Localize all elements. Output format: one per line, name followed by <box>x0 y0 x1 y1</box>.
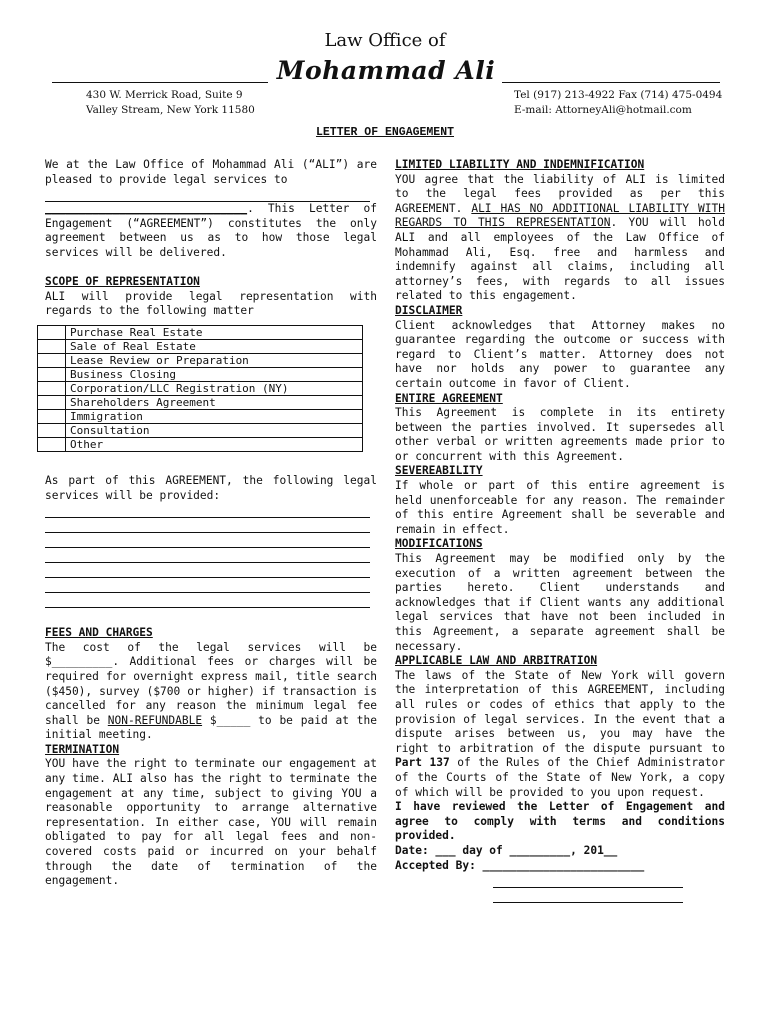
matter-label: Other <box>66 437 363 451</box>
matter-row <box>38 325 363 339</box>
matter-row <box>38 367 363 381</box>
document-title: LETTER OF ENGAGEMENT <box>315 126 455 139</box>
law-text-2: of the Rules of the Chief Administrator of the Courts of the State of New York, a copy of which will be provided to you upon request. <box>395 756 726 799</box>
intro-text-1: We at the Law Office of Mohammad Ali (“ALI”) are pleased to provide legal services to <box>45 158 377 186</box>
client-name-blank <box>45 187 370 202</box>
scope-heading: SCOPE OF REPRESENTATION <box>45 275 200 289</box>
address-line-1: 430 W. Merrick Road, Suite 9 <box>86 89 243 101</box>
liability-heading: LIMITED LIABILITY AND INDEMNIFICATION <box>395 158 645 171</box>
liability-text-2: . YOU will hold ALI and all employees of the Law Office of Mohammad Ali, Esq. free and harmless and indemnify against all claims, including all attorney’s fees, with regards to all issues related to this engagement. <box>395 216 725 303</box>
letterhead-title: Law Office of <box>324 30 446 51</box>
intro-blank-line: ______________________________ <box>45 202 248 216</box>
entire-agreement-heading: ENTIRE AGREEMENT <box>395 391 503 405</box>
matter-checkbox[interactable] <box>38 423 66 437</box>
disclaimer-heading: DISCLAIMER <box>395 303 463 317</box>
matter-label: Sale of Real Estate <box>66 339 363 353</box>
non-refundable-text: NON-REFUNDABLE <box>107 713 203 727</box>
matter-checkbox[interactable] <box>38 395 66 409</box>
services-blank-line[interactable] <box>45 503 370 518</box>
matter-label: Purchase Real Estate <box>66 325 363 339</box>
left-column <box>45 158 377 889</box>
law-text <box>395 669 725 800</box>
email: E-mail: AttorneyAli@hotmail.com <box>514 104 692 116</box>
severability-heading: SEVEREABILITY <box>395 464 483 478</box>
services-blank-line[interactable] <box>45 548 370 563</box>
matter-checkbox[interactable] <box>38 353 66 367</box>
letterhead-contact <box>514 88 722 118</box>
services-blank-line[interactable] <box>45 533 370 548</box>
intro-text-2-body: . This Letter of Engagement (“AGREEMENT”) constitutes the only agreement between us as to how those legal services will be delivered. <box>45 202 377 259</box>
matter-checkbox[interactable] <box>38 381 66 395</box>
date-line[interactable]: Date: ___ day of _________, 201__ <box>395 843 618 857</box>
right-column <box>395 158 725 903</box>
intro-text-2 <box>45 202 377 260</box>
entire-agreement-text: This Agreement is complete in its entirety between the parties involved. It supersedes all other verbal or written agreements made prior to or concurrent with this Agreement. <box>395 406 725 463</box>
services-blank-line[interactable] <box>45 593 370 608</box>
acknowledge-text: I have reviewed the Letter of Engagement and agree to comply with terms and conditions provided. <box>395 800 725 843</box>
liability-text-1: YOU agree that the liability of ALI is limited to the legal fees provided as per this AGREEMENT. <box>395 172 725 215</box>
matter-row <box>38 437 363 451</box>
services-blank-line[interactable] <box>45 563 370 578</box>
liability-text <box>395 173 725 304</box>
letterhead-name: Mohammad Ali <box>276 56 496 85</box>
fees-text <box>45 641 377 743</box>
modifications-heading: MODIFICATIONS <box>395 537 483 551</box>
fees-text-2: $_____ to be paid at the initial meeting. <box>45 713 377 742</box>
services-blank-line[interactable] <box>45 578 370 593</box>
disclaimer-text: Client acknowledges that Attorney makes no guarantee regarding the outcome or success with regard to Client’s matter. Attorney does not have nor holds any power to guarantee any certain outcome in favor of Client. <box>395 318 725 390</box>
phone-fax: Tel (917) 213-4922 Fax (714) 475-0494 <box>514 89 723 101</box>
matter-label: Business Closing <box>66 367 363 381</box>
law-heading: APPLICABLE LAW AND ARBITRATION <box>395 654 598 668</box>
law-text-1: The laws of the State of New York will govern the interpretation of this AGREEMENT, including all rules or codes of ethics that apply to the provision of legal services. In the event that a dispute arises between us, you may have the right to arbitration of the dispute pursuant to <box>395 668 725 755</box>
fees-heading: FEES AND CHARGES <box>45 626 153 640</box>
matter-checkbox[interactable] <box>38 437 66 451</box>
services-blank-line[interactable] <box>45 518 370 533</box>
matter-row <box>38 353 363 367</box>
letterhead-name-row <box>52 56 720 92</box>
modifications-text: This Agreement may be modified only by the execution of a written agreement between the parties hereto. Client understands and acknowledges that if Client wants any additional legal services that have not been included in this Agreement, a separate agreement shall be necessary. <box>395 552 725 653</box>
matter-row <box>38 381 363 395</box>
law-part: Part 137 <box>395 756 450 770</box>
signature-line[interactable] <box>493 873 683 888</box>
matter-row <box>38 409 363 423</box>
severability-text: If whole or part of this entire agreement is held unenforceable for any reason. The remainder of this entire Agreement shall be severable and remain in effect. <box>395 479 725 536</box>
matter-checkbox[interactable] <box>38 325 66 339</box>
termination-text: YOU have the right to terminate our engagement at any time. ALI also has the right to terminate the engagement at any time, subject to giving YOU a reasonable opportunity to arrange alternative representation. In either case, YOU will remain obligated to pay for all legal fees and non-covered costs paid or incurred on your behalf through the date of termination of the engagement. <box>45 757 377 888</box>
services-text: As part of this AGREEMENT, the following legal services will be provided: <box>45 473 377 502</box>
accepted-by-line[interactable]: Accepted By: ________________________ <box>395 858 645 872</box>
signature-line[interactable] <box>493 888 683 903</box>
matter-label: Immigration <box>66 409 363 423</box>
matter-checklist <box>37 325 363 452</box>
liability-underlined: ALI HAS NO ADDITIONAL LIABILITY WITH REGARDS TO THIS REPRESENTATION <box>395 201 725 230</box>
termination-heading: TERMINATION <box>45 742 120 756</box>
matter-checkbox[interactable] <box>38 339 66 353</box>
matter-row <box>38 339 363 353</box>
letterhead-address <box>86 88 255 118</box>
matter-label: Consultation <box>66 423 363 437</box>
matter-checkbox[interactable] <box>38 367 66 381</box>
matter-row <box>38 395 363 409</box>
matter-label: Corporation/LLC Registration (NY) <box>66 381 363 395</box>
address-line-2: Valley Stream, New York 11580 <box>86 104 255 116</box>
matter-checkbox[interactable] <box>38 409 66 423</box>
matter-label: Lease Review or Preparation <box>66 353 363 367</box>
matter-row <box>38 423 363 437</box>
scope-text: ALI will provide legal representation with regards to the following matter <box>45 289 377 318</box>
fees-text-1: The cost of the legal services will be $_________. Additional fees or charges will be required for overnight express mail, title search ($450), survey ($700 or higher) if transaction is cancelled for any reason the minimum legal fee shall be <box>45 640 377 727</box>
matter-label: Shareholders Agreement <box>66 395 363 409</box>
